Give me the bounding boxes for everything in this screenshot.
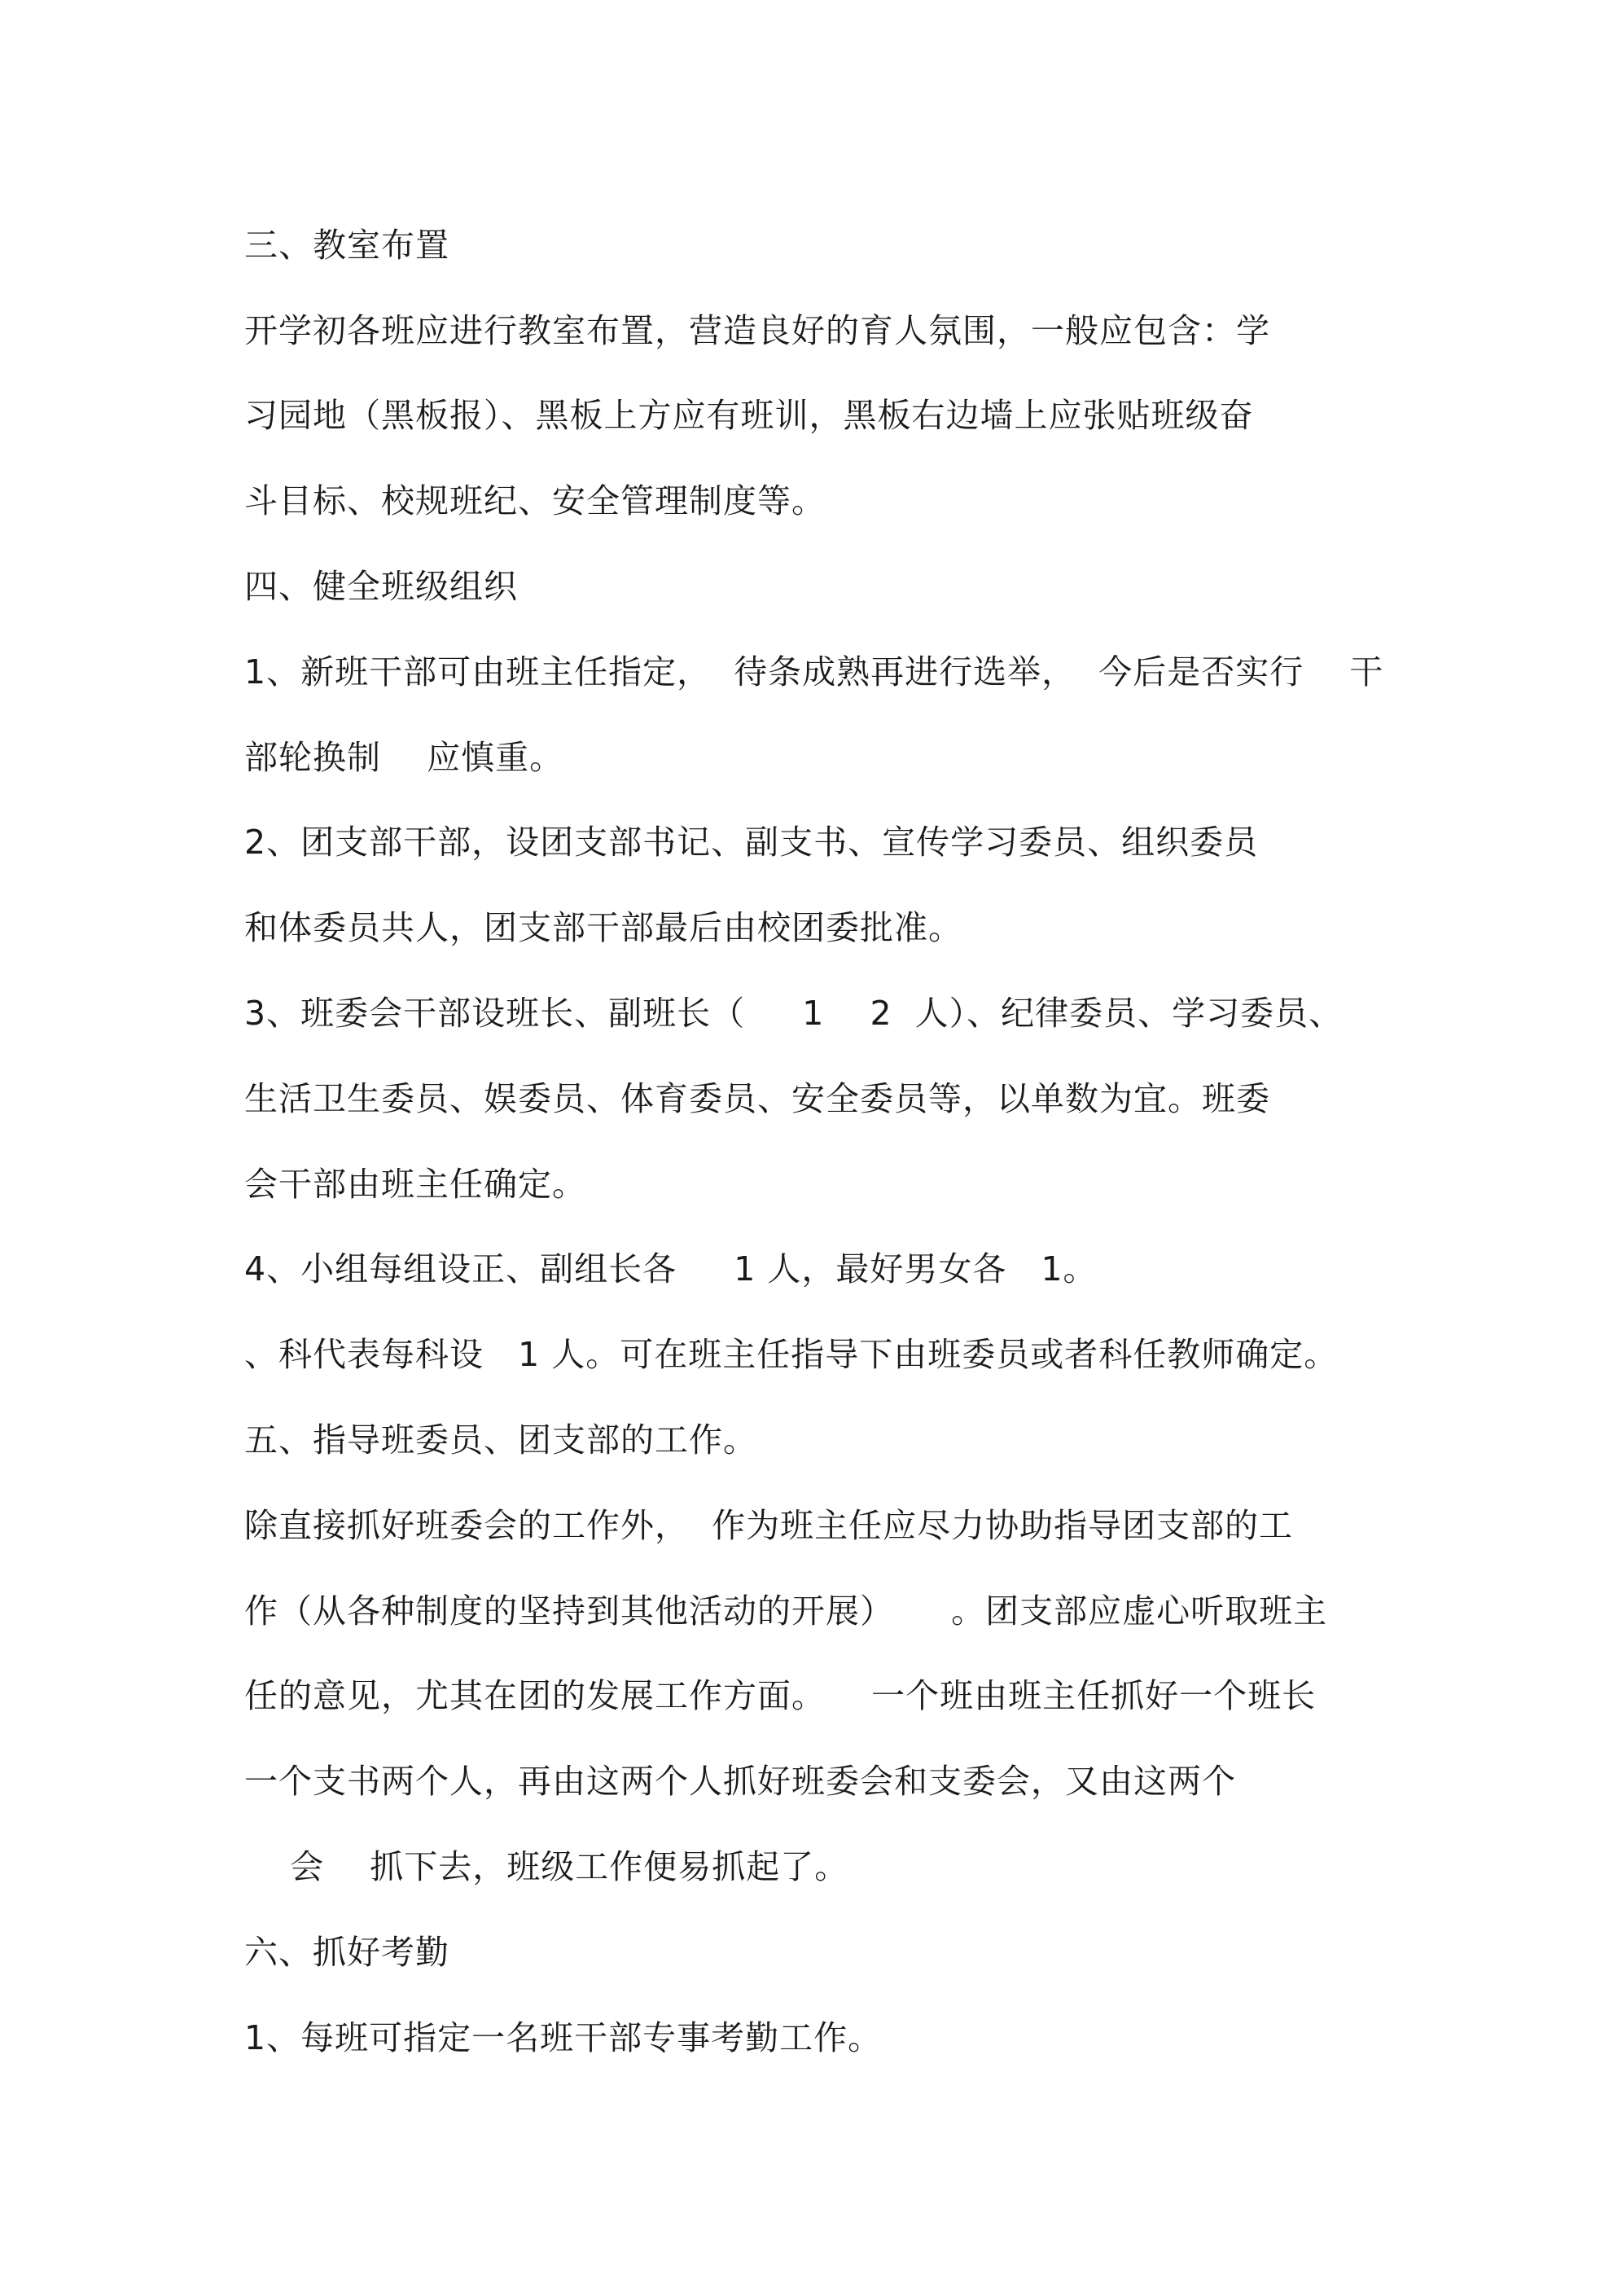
paragraph-line: 会 抓下去，班级工作便易抓起了。 (244, 1847, 849, 1886)
paragraph-line: 斗目标、校规班纪、安全管理制度等。 (244, 481, 826, 520)
section-heading-classroom-layout: 三、教室布置 (244, 226, 449, 265)
section-heading-attendance: 六、抓好考勤 (244, 1933, 449, 1972)
paragraph-line: 作（从各种制度的坚持到其他活动的开展） 。团支部应虚心听取班主 (244, 1591, 1328, 1631)
paragraph-line: 习园地（黑板报）、黑板上方应有班训，黑板右边墙上应张贴班级奋 (244, 396, 1254, 435)
paragraph-line: 2、团支部干部，设团支部书记、副支书、宣传学习委员、组织委员 (244, 823, 1259, 862)
paragraph-line: 1、新班干部可由班主任指定， 待条成熟再进行选举， 今后是否实行 干 (244, 652, 1384, 691)
paragraph-line: 除直接抓好班委会的工作外， 作为班主任应尽力协助指导团支部的工 (244, 1506, 1294, 1545)
paragraph-line: 部轮换制 应慎重。 (244, 738, 564, 777)
paragraph-line: 一个支书两个人，再由这两个人抓好班委会和支委会，又由这两个 (244, 1762, 1236, 1801)
paragraph-line: 会干部由班主任确定。 (244, 1165, 586, 1204)
paragraph-line: 3、班委会干部设班长、副班长（ 1 2 人）、纪律委员、学习委员、 (244, 994, 1344, 1033)
paragraph-line: 任的意见，尤其在团的发展工作方面。 一个班由班主任抓好一个班长 (244, 1676, 1317, 1715)
paragraph-line: 和体委员共人，团支部干部最后由校团委批准。 (244, 908, 962, 947)
section-heading-class-organization: 四、健全班级组织 (244, 567, 518, 606)
section-heading-guide-committee: 五、指导班委员、团支部的工作。 (244, 1420, 757, 1460)
paragraph-line: 4、小组每组设正、副组长各 1 人，最好男女各 1。 (244, 1249, 1098, 1288)
paragraph-line: 生活卫生委员、娱委员、体育委员、安全委员等，以单数为宜。班委 (244, 1079, 1270, 1118)
paragraph-line: 开学初各班应进行教室布置，营造良好的育人氛围，一般应包含：学 (244, 311, 1270, 350)
paragraph-line: 1、每班可指定一名班干部专事考勤工作。 (244, 2018, 883, 2057)
paragraph-line: 、科代表每科设 1 人。可在班主任指导下由班委员或者科任教师确定。 (244, 1335, 1339, 1374)
